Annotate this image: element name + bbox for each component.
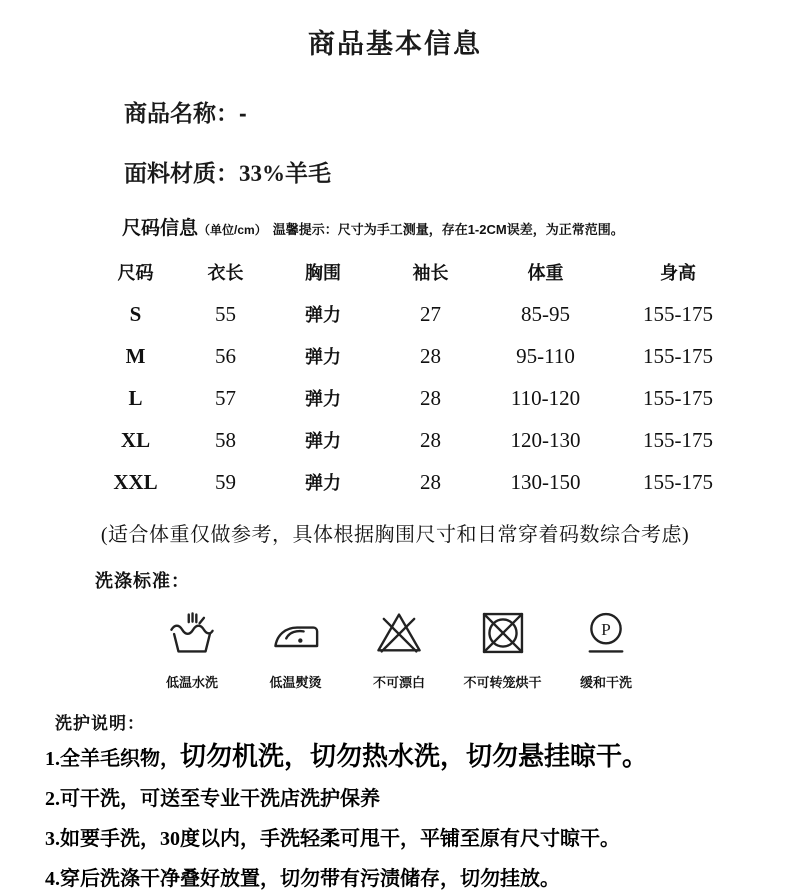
product-name-row [124,95,790,128]
table-row [88,419,748,461]
table-cell: 95-110 [516,343,575,368]
size-table [88,250,748,503]
table-cell: XL [120,427,151,452]
table-cell: 130-150 [510,469,581,494]
table-cell: L [128,385,143,410]
table-cell: 58 [215,427,236,452]
care-item [45,859,770,894]
care-item [45,739,770,774]
care-item-text: 2.可干洗，可送至专业干洗店洗护保养 [45,788,380,811]
no-tumble-dry-icon [477,607,529,659]
table-cell: 110-120 [510,385,581,410]
size-info-line [122,213,790,240]
table-cell: 28 [420,469,441,494]
hand-wash-icon [166,607,218,659]
washing-icon-item [353,607,445,691]
icon-label: 不可漂白 [372,675,425,690]
table-cell: S [129,301,142,326]
product-name-value: - [239,100,247,126]
table-cell: 28 [420,427,441,452]
icon-label: 低温熨烫 [269,675,322,690]
size-info-heading: 尺码信息 [122,218,199,239]
table-cell: 155-175 [643,427,713,452]
iron-icon [270,607,322,659]
washing-icons-row [146,607,652,691]
table-header-cell: 衣长 [207,263,244,283]
washing-icon-item [146,607,238,691]
no-bleach-icon [373,607,425,659]
care-instructions-heading: 洗护说明： [55,714,145,733]
table-row [88,293,748,335]
weight-note: (适合体重仅做参考，具体根据胸围尺寸和日常穿着码数综合考虑) [100,524,690,546]
table-cell: 弹力 [305,473,341,493]
table-row [88,335,748,377]
icon-label: 低温水洗 [165,675,218,690]
table-header-cell: 袖长 [412,263,449,283]
table-cell: 28 [420,343,441,368]
table-header-cell: 身高 [660,263,696,283]
table-cell: 85-95 [521,301,570,326]
table-cell: 155-175 [643,343,713,368]
table-cell: 弹力 [305,389,341,409]
table-row [88,377,748,419]
icon-label: 缓和干洗 [579,675,632,690]
care-item-text: 4.穿后洗涤干净叠好放置，切勿带有污渍储存，切勿挂放。 [45,868,560,891]
table-header-cell: 尺码 [117,263,154,283]
table-cell: 155-175 [643,385,713,410]
table-cell: 59 [215,469,236,494]
dry-clean-letter: P [601,620,611,640]
washing-icon-item [250,607,342,691]
washing-icon-item [560,607,652,691]
table-header-row [88,250,748,293]
table-cell: 155-175 [643,469,713,494]
table-cell: 弹力 [305,305,341,325]
table-cell: 56 [215,343,236,368]
size-info-unit: （单位/cm） [198,223,267,237]
dry-clean-icon [580,607,632,659]
table-cell: M [125,343,146,368]
material-label: 面料材质： [124,160,239,186]
care-item-emphasis: 切勿机洗，切勿热水洗，切勿悬挂晾干。 [180,742,649,771]
table-cell: 27 [420,301,441,326]
care-item-text: 1.全羊毛织物， [45,748,180,770]
washing-icon-item [457,607,549,691]
size-info-tip: 温馨提示：尺寸为手工测量，存在1-2CM误差，为正常范围。 [272,222,624,237]
table-row [88,461,748,503]
table-cell: 弹力 [305,347,341,367]
washing-standard-heading: 洗涤标准： [95,571,190,591]
care-item [45,779,770,814]
table-cell: 28 [420,385,441,410]
table-cell: 120-130 [510,427,581,452]
product-name-label: 商品名称： [124,100,239,126]
page-title: 商品基本信息 [308,29,482,59]
table-cell: 155-175 [643,301,713,326]
table-cell: 55 [215,301,236,326]
table-cell: 57 [215,385,236,410]
material-value: 33%羊毛 [239,161,331,186]
table-cell: XXL [113,469,158,494]
care-instructions-list [45,739,770,894]
table-cell: 弹力 [305,431,341,451]
material-row [124,155,790,188]
table-header-cell: 胸围 [305,263,341,283]
care-item-text: 3.如要手洗，30度以内，手洗轻柔可甩干，平铺至原有尺寸晾干。 [45,828,620,851]
table-header-cell: 体重 [527,263,564,283]
icon-label: 不可转笼烘干 [463,675,542,690]
care-item [45,819,770,854]
